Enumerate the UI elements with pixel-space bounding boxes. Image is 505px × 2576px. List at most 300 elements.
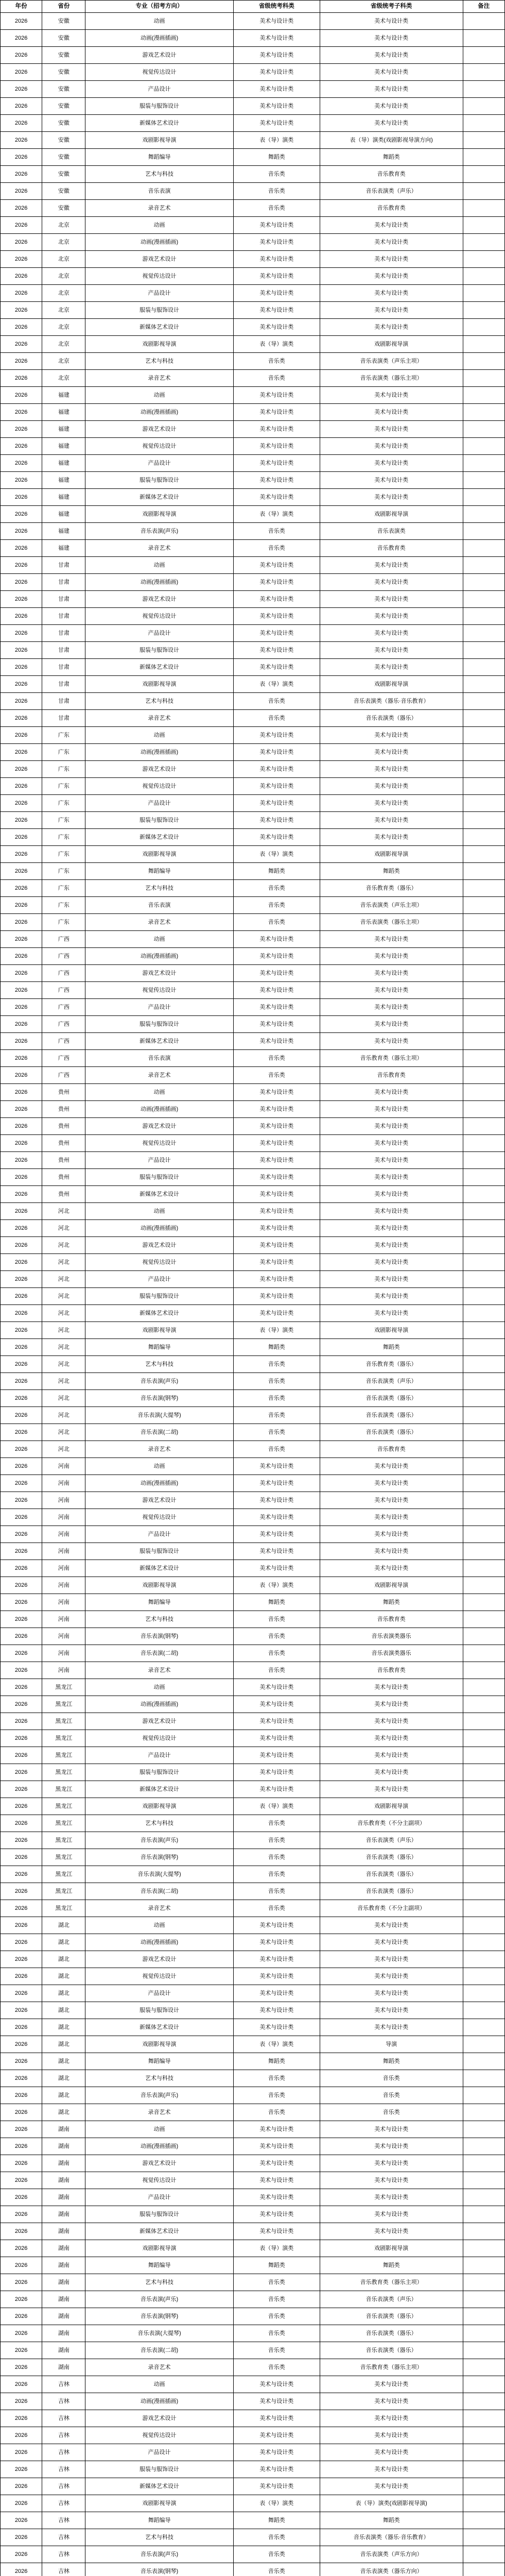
cell-subcategory: 音乐教育类（器乐） — [320, 1356, 463, 1373]
cell-province: 河南 — [42, 1492, 85, 1509]
cell-subcategory: 美术与设计类 — [320, 1747, 463, 1764]
cell-category: 美术与设计类 — [233, 1458, 320, 1475]
table-row — [1, 234, 505, 251]
table-row — [1, 2478, 505, 2495]
cell-province: 吉林 — [42, 2410, 85, 2427]
cell-year: 2026 — [1, 217, 42, 234]
cell-note — [463, 1696, 504, 1713]
cell-major: 音乐表演(声乐) — [85, 1832, 233, 1849]
cell-major: 动画(漫画插画) — [85, 1475, 233, 1492]
cell-major: 音乐表演 — [85, 897, 233, 914]
cell-province: 甘肃 — [42, 608, 85, 625]
table-row — [1, 1424, 505, 1441]
cell-province: 福建 — [42, 506, 85, 523]
cell-category: 美术与设计类 — [233, 1203, 320, 1220]
cell-subcategory: 美术与设计类 — [320, 98, 463, 115]
cell-major: 产品设计 — [85, 1152, 233, 1169]
cell-note — [463, 200, 504, 217]
cell-subcategory: 美术与设计类 — [320, 455, 463, 472]
cell-province: 湖南 — [42, 2172, 85, 2189]
cell-category: 表（导）演类 — [233, 506, 320, 523]
cell-subcategory: 美术与设计类 — [320, 1203, 463, 1220]
header-year: 年份 — [1, 1, 42, 13]
cell-subcategory: 美术与设计类 — [320, 1152, 463, 1169]
cell-year: 2026 — [1, 1866, 42, 1883]
table-row — [1, 1696, 505, 1713]
table-row — [1, 370, 505, 387]
cell-major: 动画 — [85, 1084, 233, 1101]
cell-note — [463, 1186, 504, 1203]
cell-category: 美术与设计类 — [233, 557, 320, 574]
cell-year: 2026 — [1, 846, 42, 863]
cell-year: 2026 — [1, 455, 42, 472]
table-row — [1, 1577, 505, 1594]
table-row — [1, 1815, 505, 1832]
cell-category: 表（导）演类 — [233, 1322, 320, 1339]
cell-note — [463, 846, 504, 863]
table-row — [1, 1645, 505, 1662]
cell-major: 录音艺术 — [85, 914, 233, 931]
table-row — [1, 1509, 505, 1526]
cell-note — [463, 1798, 504, 1815]
cell-subcategory: 美术与设计类 — [320, 1679, 463, 1696]
cell-province: 吉林 — [42, 2529, 85, 2546]
cell-subcategory: 美术与设计类 — [320, 761, 463, 778]
table-row — [1, 1084, 505, 1101]
cell-note — [463, 2495, 504, 2512]
cell-major: 动画(漫画插画) — [85, 1696, 233, 1713]
cell-subcategory: 美术与设计类 — [320, 234, 463, 251]
cell-year: 2026 — [1, 659, 42, 676]
cell-category: 音乐类 — [233, 2291, 320, 2308]
table-row — [1, 47, 505, 64]
cell-subcategory: 美术与设计类 — [320, 1764, 463, 1781]
cell-major: 录音艺术 — [85, 2359, 233, 2376]
cell-category: 美术与设计类 — [233, 1730, 320, 1747]
cell-major: 产品设计 — [85, 1985, 233, 2002]
cell-subcategory: 美术与设计类 — [320, 778, 463, 795]
cell-note — [463, 98, 504, 115]
cell-note — [463, 1101, 504, 1118]
cell-year: 2026 — [1, 965, 42, 982]
cell-note — [463, 149, 504, 166]
cell-subcategory: 美术与设计类 — [320, 1135, 463, 1152]
table-row — [1, 1594, 505, 1611]
cell-subcategory: 美术与设计类 — [320, 642, 463, 659]
cell-category: 美术与设计类 — [233, 455, 320, 472]
cell-category: 音乐类 — [233, 1407, 320, 1424]
cell-note — [463, 404, 504, 421]
cell-note — [463, 1934, 504, 1951]
cell-note — [463, 115, 504, 132]
cell-province: 北京 — [42, 217, 85, 234]
cell-category: 美术与设计类 — [233, 1271, 320, 1288]
cell-note — [463, 1203, 504, 1220]
cell-province: 黑龙江 — [42, 1798, 85, 1815]
table-row — [1, 659, 505, 676]
cell-category: 美术与设计类 — [233, 625, 320, 642]
cell-province: 广西 — [42, 1067, 85, 1084]
cell-province: 黑龙江 — [42, 1747, 85, 1764]
cell-province: 安徽 — [42, 200, 85, 217]
cell-major: 录音艺术 — [85, 1441, 233, 1458]
cell-category: 美术与设计类 — [233, 98, 320, 115]
cell-major: 舞蹈编导 — [85, 2053, 233, 2070]
cell-note — [463, 353, 504, 370]
cell-year: 2026 — [1, 2070, 42, 2087]
cell-major: 视觉传达设计 — [85, 1509, 233, 1526]
cell-province: 吉林 — [42, 2512, 85, 2529]
cell-subcategory: 美术与设计类 — [320, 795, 463, 812]
table-row — [1, 727, 505, 744]
cell-note — [463, 914, 504, 931]
cell-year: 2026 — [1, 1237, 42, 1254]
table-row — [1, 2529, 505, 2546]
cell-subcategory: 音乐表演类（声乐主项） — [320, 353, 463, 370]
cell-note — [463, 1917, 504, 1934]
table-row — [1, 132, 505, 149]
cell-subcategory: 表（导）演类(戏剧影视导演) — [320, 2495, 463, 2512]
table-row — [1, 642, 505, 659]
cell-province: 河南 — [42, 1594, 85, 1611]
cell-subcategory: 美术与设计类 — [320, 2155, 463, 2172]
table-row — [1, 2087, 505, 2104]
cell-note — [463, 1526, 504, 1543]
cell-category: 美术与设计类 — [233, 2427, 320, 2444]
cell-note — [463, 1305, 504, 1322]
table-row — [1, 1628, 505, 1645]
cell-year: 2026 — [1, 234, 42, 251]
cell-subcategory: 美术与设计类 — [320, 1951, 463, 1968]
cell-subcategory: 音乐教育类 — [320, 1067, 463, 1084]
cell-major: 动画(漫画插画) — [85, 404, 233, 421]
cell-year: 2026 — [1, 2257, 42, 2274]
table-row — [1, 1866, 505, 1883]
cell-province: 河北 — [42, 1322, 85, 1339]
table-row — [1, 387, 505, 404]
cell-subcategory: 音乐表演类（器乐） — [320, 1390, 463, 1407]
table-row — [1, 1662, 505, 1679]
cell-category: 音乐类 — [233, 2359, 320, 2376]
cell-province: 甘肃 — [42, 591, 85, 608]
cell-category: 美术与设计类 — [233, 574, 320, 591]
cell-category: 音乐类 — [233, 2274, 320, 2291]
cell-province: 北京 — [42, 234, 85, 251]
cell-note — [463, 1339, 504, 1356]
cell-year: 2026 — [1, 1390, 42, 1407]
cell-subcategory: 音乐教育类（器乐主项） — [320, 1050, 463, 1067]
cell-major: 视觉传达设计 — [85, 982, 233, 999]
cell-category: 美术与设计类 — [233, 2223, 320, 2240]
table-row — [1, 523, 505, 540]
cell-major: 新媒体艺术设计 — [85, 1781, 233, 1798]
cell-year: 2026 — [1, 30, 42, 47]
header-major: 专业（招考方向） — [85, 1, 233, 13]
cell-province: 贵州 — [42, 1186, 85, 1203]
table-row — [1, 1730, 505, 1747]
cell-category: 美术与设计类 — [233, 1679, 320, 1696]
cell-note — [463, 744, 504, 761]
cell-note — [463, 1747, 504, 1764]
cell-note — [463, 47, 504, 64]
cell-note — [463, 2393, 504, 2410]
cell-note — [463, 1883, 504, 1900]
cell-major: 新媒体艺术设计 — [85, 2478, 233, 2495]
table-row — [1, 336, 505, 353]
cell-note — [463, 2036, 504, 2053]
cell-major: 动画(漫画插画) — [85, 1220, 233, 1237]
cell-category: 美术与设计类 — [233, 30, 320, 47]
cell-note — [463, 1951, 504, 1968]
cell-major: 产品设计 — [85, 625, 233, 642]
cell-year: 2026 — [1, 404, 42, 421]
header-category: 省级统考科类 — [233, 1, 320, 13]
table-row — [1, 1526, 505, 1543]
cell-province: 湖南 — [42, 2121, 85, 2138]
table-row — [1, 1492, 505, 1509]
cell-subcategory: 音乐表演类（器乐） — [320, 2308, 463, 2325]
cell-subcategory: 舞蹈类 — [320, 1594, 463, 1611]
cell-province: 吉林 — [42, 2478, 85, 2495]
table-row — [1, 812, 505, 829]
cell-year: 2026 — [1, 2291, 42, 2308]
cell-category: 美术与设计类 — [233, 1492, 320, 1509]
cell-major: 游戏艺术设计 — [85, 47, 233, 64]
cell-subcategory: 美术与设计类 — [320, 1305, 463, 1322]
cell-province: 黑龙江 — [42, 1679, 85, 1696]
cell-note — [463, 1815, 504, 1832]
cell-province: 黑龙江 — [42, 1832, 85, 1849]
cell-subcategory: 音乐教育类 — [320, 1441, 463, 1458]
cell-note — [463, 1067, 504, 1084]
cell-major: 新媒体艺术设计 — [85, 489, 233, 506]
cell-province: 河北 — [42, 1220, 85, 1237]
cell-province: 福建 — [42, 472, 85, 489]
cell-major: 视觉传达设计 — [85, 778, 233, 795]
cell-major: 录音艺术 — [85, 1662, 233, 1679]
cell-note — [463, 2529, 504, 2546]
cell-subcategory: 音乐表演类（器乐） — [320, 2325, 463, 2342]
cell-note — [463, 2104, 504, 2121]
cell-major: 游戏艺术设计 — [85, 761, 233, 778]
cell-year: 2026 — [1, 2546, 42, 2563]
table-row — [1, 1883, 505, 1900]
cell-category: 音乐类 — [233, 710, 320, 727]
cell-note — [463, 2478, 504, 2495]
cell-subcategory: 舞蹈类 — [320, 2257, 463, 2274]
table-row — [1, 591, 505, 608]
cell-subcategory: 美术与设计类 — [320, 13, 463, 30]
table-row — [1, 285, 505, 302]
cell-major: 舞蹈编导 — [85, 2257, 233, 2274]
cell-province: 湖南 — [42, 2308, 85, 2325]
table-row — [1, 1271, 505, 1288]
cell-subcategory: 音乐教育类 — [320, 166, 463, 183]
cell-major: 产品设计 — [85, 455, 233, 472]
cell-major: 戏剧影视导演 — [85, 1322, 233, 1339]
cell-year: 2026 — [1, 1645, 42, 1662]
cell-province: 黑龙江 — [42, 1764, 85, 1781]
cell-subcategory: 美术与设计类 — [320, 574, 463, 591]
cell-note — [463, 625, 504, 642]
cell-category: 美术与设计类 — [233, 2206, 320, 2223]
cell-major: 游戏艺术设计 — [85, 2155, 233, 2172]
cell-category: 音乐类 — [233, 880, 320, 897]
table-row — [1, 268, 505, 285]
cell-note — [463, 234, 504, 251]
cell-year: 2026 — [1, 1832, 42, 1849]
cell-province: 广西 — [42, 931, 85, 948]
cell-year: 2026 — [1, 2189, 42, 2206]
cell-province: 安徽 — [42, 81, 85, 98]
cell-major: 音乐表演(二胡) — [85, 1883, 233, 1900]
cell-subcategory: 美术与设计类 — [320, 1543, 463, 1560]
table-row — [1, 2206, 505, 2223]
cell-note — [463, 1849, 504, 1866]
cell-province: 黑龙江 — [42, 1900, 85, 1917]
cell-subcategory: 音乐表演类（声乐） — [320, 183, 463, 200]
cell-subcategory: 戏剧影视导演 — [320, 676, 463, 693]
cell-year: 2026 — [1, 1509, 42, 1526]
cell-major: 音乐表演(钢琴) — [85, 1849, 233, 1866]
cell-major: 舞蹈编导 — [85, 1339, 233, 1356]
cell-category: 美术与设计类 — [233, 1135, 320, 1152]
cell-year: 2026 — [1, 727, 42, 744]
cell-year: 2026 — [1, 2308, 42, 2325]
cell-major: 舞蹈编导 — [85, 149, 233, 166]
cell-province: 福建 — [42, 387, 85, 404]
cell-major: 产品设计 — [85, 1526, 233, 1543]
cell-note — [463, 1373, 504, 1390]
cell-province: 黑龙江 — [42, 1883, 85, 1900]
cell-category: 美术与设计类 — [233, 387, 320, 404]
cell-major: 视觉传达设计 — [85, 608, 233, 625]
cell-year: 2026 — [1, 1696, 42, 1713]
cell-major: 新媒体艺术设计 — [85, 829, 233, 846]
cell-year: 2026 — [1, 1492, 42, 1509]
table-row — [1, 1135, 505, 1152]
cell-note — [463, 1407, 504, 1424]
cell-note — [463, 1577, 504, 1594]
cell-subcategory: 美术与设计类 — [320, 2223, 463, 2240]
table-row — [1, 676, 505, 693]
cell-province: 广东 — [42, 795, 85, 812]
cell-major: 艺术与科技 — [85, 353, 233, 370]
cell-year: 2026 — [1, 2087, 42, 2104]
cell-category: 美术与设计类 — [233, 489, 320, 506]
cell-category: 美术与设计类 — [233, 115, 320, 132]
cell-subcategory: 音乐表演类（器乐） — [320, 1407, 463, 1424]
cell-subcategory: 美术与设计类 — [320, 1985, 463, 2002]
cell-note — [463, 948, 504, 965]
cell-major: 新媒体艺术设计 — [85, 659, 233, 676]
cell-province: 安徽 — [42, 30, 85, 47]
table-row — [1, 1543, 505, 1560]
cell-major: 产品设计 — [85, 2189, 233, 2206]
table-row — [1, 1339, 505, 1356]
cell-province: 安徽 — [42, 183, 85, 200]
cell-year: 2026 — [1, 1271, 42, 1288]
cell-subcategory: 音乐表演类（器乐） — [320, 710, 463, 727]
cell-note — [463, 2087, 504, 2104]
cell-subcategory: 美术与设计类 — [320, 829, 463, 846]
cell-major: 戏剧影视导演 — [85, 846, 233, 863]
cell-province: 河南 — [42, 1577, 85, 1594]
cell-province: 河南 — [42, 1560, 85, 1577]
cell-year: 2026 — [1, 693, 42, 710]
cell-subcategory: 美术与设计类 — [320, 982, 463, 999]
cell-year: 2026 — [1, 64, 42, 81]
cell-province: 河北 — [42, 1288, 85, 1305]
cell-note — [463, 2274, 504, 2291]
cell-note — [463, 1390, 504, 1407]
cell-province: 河北 — [42, 1390, 85, 1407]
cell-year: 2026 — [1, 1662, 42, 1679]
cell-major: 动画 — [85, 13, 233, 30]
cell-subcategory: 美术与设计类 — [320, 2172, 463, 2189]
cell-province: 湖北 — [42, 2104, 85, 2121]
cell-year: 2026 — [1, 676, 42, 693]
cell-province: 广东 — [42, 897, 85, 914]
table-row — [1, 625, 505, 642]
cell-note — [463, 2410, 504, 2427]
cell-province: 河南 — [42, 1526, 85, 1543]
cell-note — [463, 1968, 504, 1985]
cell-category: 美术与设计类 — [233, 2121, 320, 2138]
table-row — [1, 1237, 505, 1254]
cell-major: 艺术与科技 — [85, 2529, 233, 2546]
cell-major: 戏剧影视导演 — [85, 1577, 233, 1594]
cell-major: 录音艺术 — [85, 1900, 233, 1917]
cell-major: 音乐表演(钢琴) — [85, 2308, 233, 2325]
cell-major: 服装与服饰设计 — [85, 1764, 233, 1781]
table-row — [1, 472, 505, 489]
cell-subcategory: 美术与设计类 — [320, 1526, 463, 1543]
cell-note — [463, 1985, 504, 2002]
cell-note — [463, 1560, 504, 1577]
table-row — [1, 2308, 505, 2325]
cell-note — [463, 2257, 504, 2274]
cell-subcategory: 美术与设计类 — [320, 608, 463, 625]
cell-note — [463, 1237, 504, 1254]
cell-subcategory: 美术与设计类 — [320, 30, 463, 47]
table-row — [1, 795, 505, 812]
cell-note — [463, 1322, 504, 1339]
cell-year: 2026 — [1, 2529, 42, 2546]
table-row — [1, 1407, 505, 1424]
cell-province: 广东 — [42, 914, 85, 931]
cell-year: 2026 — [1, 2104, 42, 2121]
cell-category: 美术与设计类 — [233, 1526, 320, 1543]
cell-subcategory: 音乐表演类（器乐·音乐教育） — [320, 693, 463, 710]
table-row — [1, 64, 505, 81]
cell-province: 贵州 — [42, 1084, 85, 1101]
cell-major: 录音艺术 — [85, 540, 233, 557]
cell-province: 甘肃 — [42, 625, 85, 642]
cell-category: 美术与设计类 — [233, 727, 320, 744]
cell-province: 黑龙江 — [42, 1713, 85, 1730]
cell-note — [463, 2002, 504, 2019]
cell-subcategory: 美术与设计类 — [320, 1475, 463, 1492]
table-row — [1, 183, 505, 200]
cell-year: 2026 — [1, 557, 42, 574]
cell-note — [463, 2172, 504, 2189]
table-row — [1, 1798, 505, 1815]
cell-category: 美术与设计类 — [233, 1543, 320, 1560]
cell-category: 音乐类 — [233, 1373, 320, 1390]
cell-subcategory: 导演 — [320, 2036, 463, 2053]
cell-note — [463, 81, 504, 98]
